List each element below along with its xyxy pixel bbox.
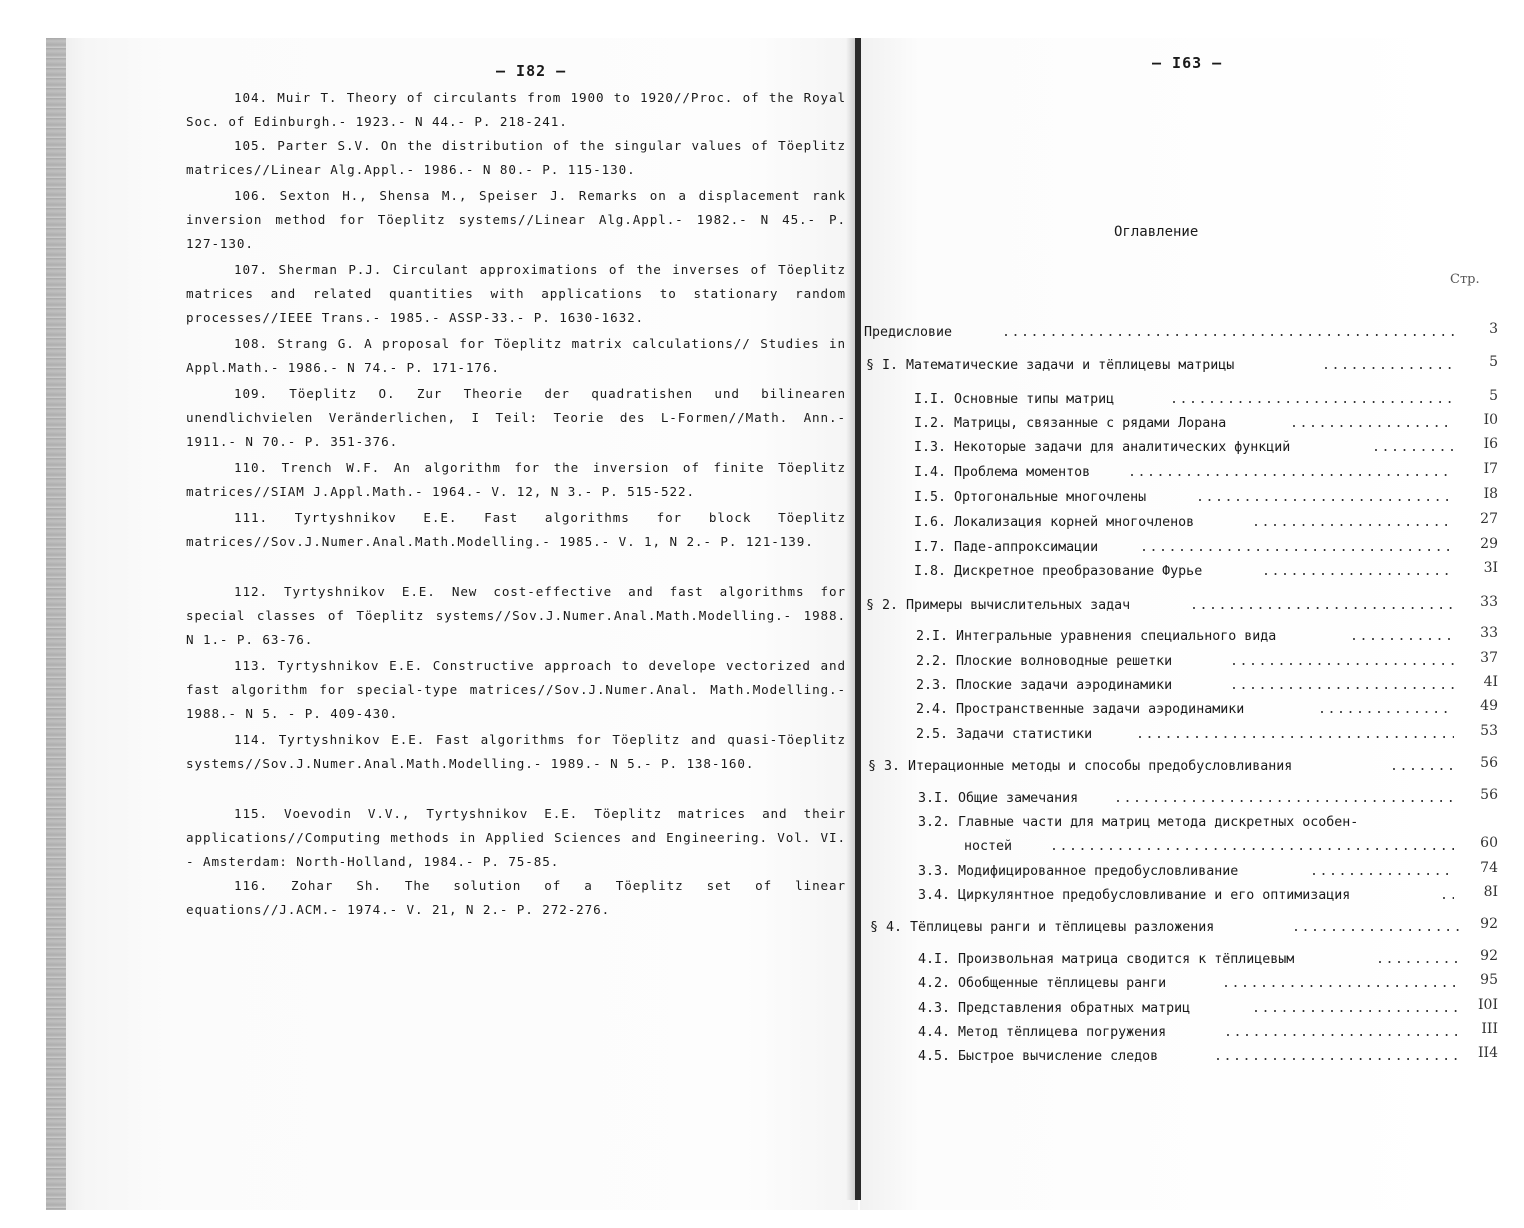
toc-entry-page: 60: [1480, 835, 1498, 851]
toc-entry-text: I.6. Локализация корней многочленов: [914, 515, 1195, 530]
toc-entry-text: I.2. Матрицы, связанные с рядами Лорана: [914, 416, 1227, 431]
toc-leader-dots: [1318, 699, 1454, 721]
toc-page-column-label: Стр.: [1450, 272, 1480, 287]
toc-entry-page: I6: [1483, 436, 1498, 452]
toc-entry-text: § 3. Итерационные методы и способы предобусловливания: [868, 759, 1293, 774]
toc-entry-page: 56: [1480, 787, 1498, 803]
toc-entry: [0, 389, 1498, 411]
toc-entry-text: 2.2. Плоские волноводные решетки: [916, 654, 1173, 669]
toc-entry: [0, 861, 1498, 883]
toc-entry-text: 2.3. Плоские задачи аэродинамики: [916, 678, 1173, 693]
toc-entry-text: I.3. Некоторые задачи для аналитических функций: [914, 440, 1291, 455]
reference-107: 107. Sherman P.J. Circulant approximations of the inverses of Töeplitz matrices and related quantities with applications to stationary random processes//IEEE Trans.- 1985.- ASSP-33.- P. 1630-1632.: [186, 262, 846, 326]
toc-entry-text: 3.I. Общие замечания: [918, 791, 1079, 806]
toc-entry: [0, 437, 1498, 459]
toc-entry-page: 33: [1480, 594, 1498, 610]
toc-entry-text: Предисловие: [864, 325, 953, 340]
toc-entry-text: 4.I. Произвольная матрица сводится к тёплицевым: [918, 952, 1295, 967]
toc-entry: [0, 699, 1498, 721]
toc-entry-text: 4.5. Быстрое вычисление следов: [918, 1049, 1159, 1064]
toc-entry-page: II4: [1478, 1045, 1498, 1061]
toc-entry: [0, 812, 1498, 834]
toc-entry-text: 3.3. Модифицированное предобусловливание: [918, 864, 1239, 879]
toc-entry: [0, 949, 1498, 971]
toc-entry-page: 3: [1489, 321, 1498, 337]
toc-entry-text: I.5. Ортогональные многочлены: [914, 490, 1147, 505]
toc-entry: [0, 626, 1498, 648]
toc-entry-page: 29: [1480, 536, 1498, 552]
toc-leader-dots: [1440, 885, 1454, 907]
toc-entry-text: I.7. Паде-аппроксимации: [914, 540, 1099, 555]
toc-entry-page: I8: [1483, 486, 1498, 502]
toc-leader-dots: [1290, 413, 1454, 435]
toc-entry-page: 5: [1489, 354, 1498, 370]
toc-leader-dots: [1350, 626, 1454, 648]
toc-entry: [0, 756, 1498, 778]
toc-leader-dots: [1050, 836, 1454, 858]
toc-leader-dots: [1252, 998, 1462, 1020]
toc-entry: [0, 512, 1498, 534]
toc-leader-dots: [1252, 512, 1454, 534]
reference-116: 116. Zohar Sh. The solution of a Töeplitz set of linear equations//J.ACM.- 1974.- V. 21, N 2.- P. 272-276.: [186, 878, 846, 918]
toc-entry: [0, 651, 1498, 673]
toc-entry: [0, 724, 1498, 746]
toc-leader-dots: [1322, 355, 1454, 377]
toc-leader-dots: [1196, 487, 1454, 509]
toc-entry: [0, 917, 1498, 939]
toc-entry-page: 95: [1480, 972, 1498, 988]
toc-leader-dots: [1002, 322, 1454, 344]
toc-entry-text: 4.2. Обобщенные тёплицевы ранги: [918, 976, 1167, 991]
toc-entry-page: 56: [1480, 755, 1498, 771]
toc-entry-page: 4I: [1483, 674, 1498, 690]
reference-109: 109. Töeplitz O. Zur Theorie der quadratishen und bilinearen unendlichvielen Verändеrlichen, I Teil: Teorie des L-Formen//Math. Ann.- 1911.- N 70.- P. 351-376.: [186, 386, 846, 450]
toc-title: Оглавление: [1114, 224, 1199, 240]
toc-leader-dots: [1170, 389, 1454, 411]
toc-entry-page: I0I: [1478, 997, 1498, 1013]
toc-entry: [0, 487, 1498, 509]
toc-leader-dots: [1262, 561, 1454, 583]
toc-leader-dots: [1140, 537, 1454, 559]
toc-entry-page: III: [1481, 1021, 1498, 1037]
toc-entry-text: § 2. Примеры вычислительных задач: [866, 598, 1131, 613]
toc-entry-page: 5: [1489, 388, 1498, 404]
reference-112: 112. Tyrtyshnikov E.E. New cost-effective and fast algorithms for special classes of Töeplitz systems//Sov.J.Numer.Anal.Math.Modelling.- 1988. N 1.- P. 63-76.: [186, 584, 846, 648]
reference-104: 104. Muir T. Theory of circulants from 1900 to 1920//Proc. of the Royal Soc. of Edinburgh.- 1923.- N 44.- P. 218-241.: [186, 90, 846, 130]
toc-entry-text: 4.3. Представления обратных матриц: [918, 1001, 1191, 1016]
toc-entry: [0, 788, 1498, 810]
reference-110: 110. Trench W.F. An algorithm for the inversion of finite Töeplitz matrices//SIAM J.Appl.Math.- 1964.- V. 12, N 3.- P. 515-522.: [186, 460, 846, 500]
toc-leader-dots: [1230, 651, 1454, 673]
toc-entry-page: 8I: [1483, 884, 1498, 900]
toc-entry-text: I.I. Основные типы матриц: [914, 392, 1115, 407]
toc-entry: [0, 322, 1498, 344]
toc-leader-dots: [1372, 437, 1454, 459]
toc-entry: [0, 462, 1498, 484]
toc-leader-dots: [1114, 788, 1454, 810]
toc-entry-text: 3.4. Циркулянтное предобусловливание и его оптимизация: [918, 888, 1351, 903]
toc-leader-dots: [1310, 861, 1454, 883]
toc-leader-dots: [1214, 1046, 1462, 1068]
toc-entry-page: 92: [1480, 948, 1498, 964]
toc-leader-dots: [1224, 1022, 1462, 1044]
toc-entry-page: I7: [1483, 461, 1498, 477]
toc-entry-page: 3I: [1483, 560, 1498, 576]
reference-111: 111. Tyrtyshnikov E.E. Fast algorithms for block Töeplitz matrices//Sov.J.Numer.Anal.Math.Modelling.- 1985.- V. 1, N 2.- P. 121-139.: [186, 510, 846, 550]
reference-113: 113. Tyrtyshnikov E.E. Constructive approach to develope vectorized and fast algorithm for special-type matrices//Sov.J.Numer.Anal. Math.Modelling.- 1988.- N 5. - P. 409-430.: [186, 658, 846, 722]
toc-entry: [0, 675, 1498, 697]
toc-leader-dots: [1136, 724, 1454, 746]
toc-entry-page: 92: [1480, 916, 1498, 932]
toc-entry-text: ностей: [964, 839, 1013, 854]
toc-entry: [0, 998, 1498, 1020]
toc-entry: [0, 1046, 1498, 1068]
toc-entry: [0, 595, 1498, 617]
toc-entry-page: 74: [1480, 860, 1498, 876]
toc-entry-page: 27: [1480, 511, 1498, 527]
reference-105: 105. Parter S.V. On the distribution of the singular values of Töeplitz matrices//Linear Alg.Appl.- 1986.- N 80.- P. 115-130.: [186, 138, 846, 178]
toc-entry: [0, 885, 1498, 907]
toc-leader-dots: [1230, 675, 1454, 697]
right-page-number: – I63 –: [1152, 54, 1223, 72]
toc-entry-text: § 4. Тёплицевы ранги и тёплицевы разложения: [870, 920, 1215, 935]
toc-entry-text: I.4. Проблема моментов: [914, 465, 1091, 480]
toc-entry: [0, 355, 1498, 377]
toc-entry-text: 2.4. Пространственные задачи аэродинамики: [916, 702, 1245, 717]
toc-entry-page: 37: [1480, 650, 1498, 666]
reference-106: 106. Sexton H., Shensa M., Speiser J. Remarks on a displacement rank inversion method for Töeplitz systems//Linear Alg.Appl.- 1982.- N 45.- P. 127-130.: [186, 188, 846, 252]
toc-leader-dots: [1128, 462, 1454, 484]
toc-entry-page: 53: [1480, 723, 1498, 739]
toc-entry: [0, 836, 1498, 858]
toc-entry-text: I.8. Дискретное преобразование Фурье: [914, 564, 1203, 579]
toc-entry: [0, 561, 1498, 583]
left-page-number: – I82 –: [496, 62, 567, 80]
toc-entry-text: 3.2. Главные части для матриц метода дискретных особен-: [918, 815, 1359, 830]
reference-108: 108. Strang G. A proposal for Töeplitz matrix calculations// Studies in Appl.Math.- 1986.- N 74.- P. 171-176.: [186, 336, 846, 376]
toc-entry: [0, 413, 1498, 435]
toc-entry-text: § I. Математические задачи и тёплицевы матрицы: [866, 358, 1235, 373]
toc-leader-dots: [1390, 756, 1454, 778]
toc-entry-text: 2.5. Задачи статистики: [916, 727, 1093, 742]
toc-leader-dots: [1222, 973, 1462, 995]
toc-entry: [0, 537, 1498, 559]
toc-entry: [0, 1022, 1498, 1044]
reference-114: 114. Tyrtyshnikov E.E. Fast algorithms for Töeplitz and quasi-Töeplitz systems//Sov.J.Numer.Anal.Math.Modelling.- 1989.- N 5.- P. 138-160.: [186, 732, 846, 772]
toc-entry-text: 2.I. Интегральные уравнения специального вида: [916, 629, 1277, 644]
toc-entry: [0, 973, 1498, 995]
toc-entry-page: I0: [1483, 412, 1498, 428]
toc-leader-dots: [1292, 917, 1462, 939]
toc-entry-page: 49: [1480, 698, 1498, 714]
toc-entry-page: 33: [1480, 625, 1498, 641]
toc-entry-text: 4.4. Метод тёплицева погружения: [918, 1025, 1167, 1040]
toc-leader-dots: [1376, 949, 1462, 971]
toc-leader-dots: [1190, 595, 1454, 617]
reference-115: 115. Voevodin V.V., Tyrtyshnikov E.E. Töeplitz matrices and their applications//Computing methods in Applied Sciences and Engineering. Vol. VI. - Amsterdam: North-Holland, 1984.- P. 75-85.: [186, 806, 846, 870]
